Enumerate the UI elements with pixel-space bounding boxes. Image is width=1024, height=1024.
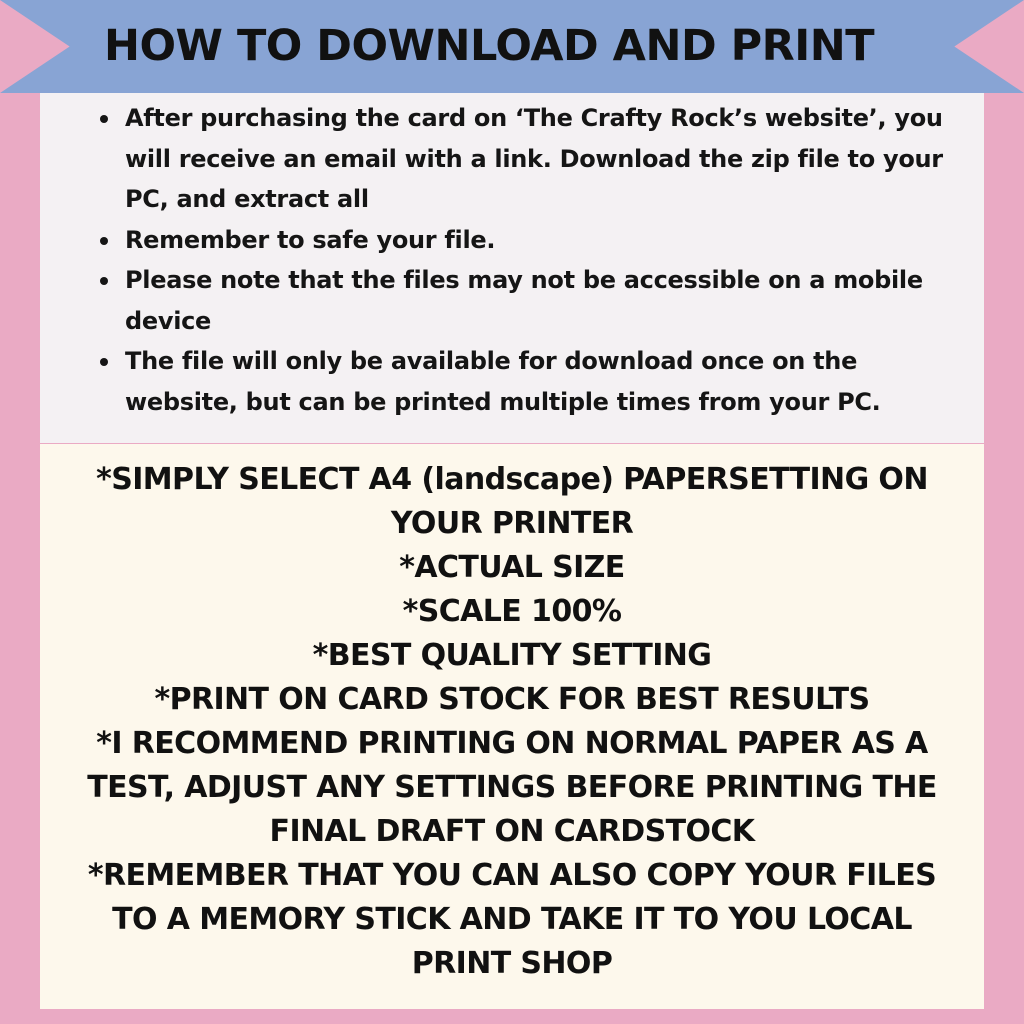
step-item-save-file: Remember to safe your file. — [100, 220, 960, 261]
settings-line: *ACTUAL SIZE — [399, 550, 625, 585]
settings-line: *SIMPLY SELECT A4 (landscape) PAPERSETTING ON — [96, 462, 928, 497]
settings-line: *I RECOMMEND PRINTING ON NORMAL PAPER AS A — [96, 726, 928, 761]
settings-line: PRINT SHOP — [411, 946, 613, 981]
settings-line: YOUR PRINTER — [390, 506, 634, 541]
step-item-download-once: The file will only be available for download once on the website, but can be printed multiple times from your PC. — [100, 341, 960, 422]
settings-line: FINAL DRAFT ON CARDSTOCK — [269, 814, 755, 849]
settings-line: TEST, ADJUST ANY SETTINGS BEFORE PRINTING THE — [87, 770, 937, 805]
page-title: HOW TO DOWNLOAD AND PRINT — [104, 21, 875, 71]
download-steps-list — [100, 98, 960, 422]
settings-line: *PRINT ON CARD STOCK FOR BEST RESULTS — [154, 682, 870, 717]
download-steps-panel — [40, 93, 984, 443]
step-item-mobile-note: Please note that the files may not be accessible on a mobile device — [100, 260, 960, 341]
print-settings-panel — [40, 444, 984, 1009]
settings-line: TO A MEMORY STICK AND TAKE IT TO YOU LOCAL — [112, 902, 912, 937]
settings-line: *SCALE 100% — [402, 594, 622, 629]
print-settings-text — [85, 458, 939, 986]
settings-line: *REMEMBER THAT YOU CAN ALSO COPY YOUR FILES — [87, 858, 937, 893]
settings-line: *BEST QUALITY SETTING — [312, 638, 712, 673]
step-item-purchase-email: After purchasing the card on ‘The Crafty Rock’s website’, you will receive an email with a link. Download the zip file to your PC, and extract all — [100, 98, 960, 220]
